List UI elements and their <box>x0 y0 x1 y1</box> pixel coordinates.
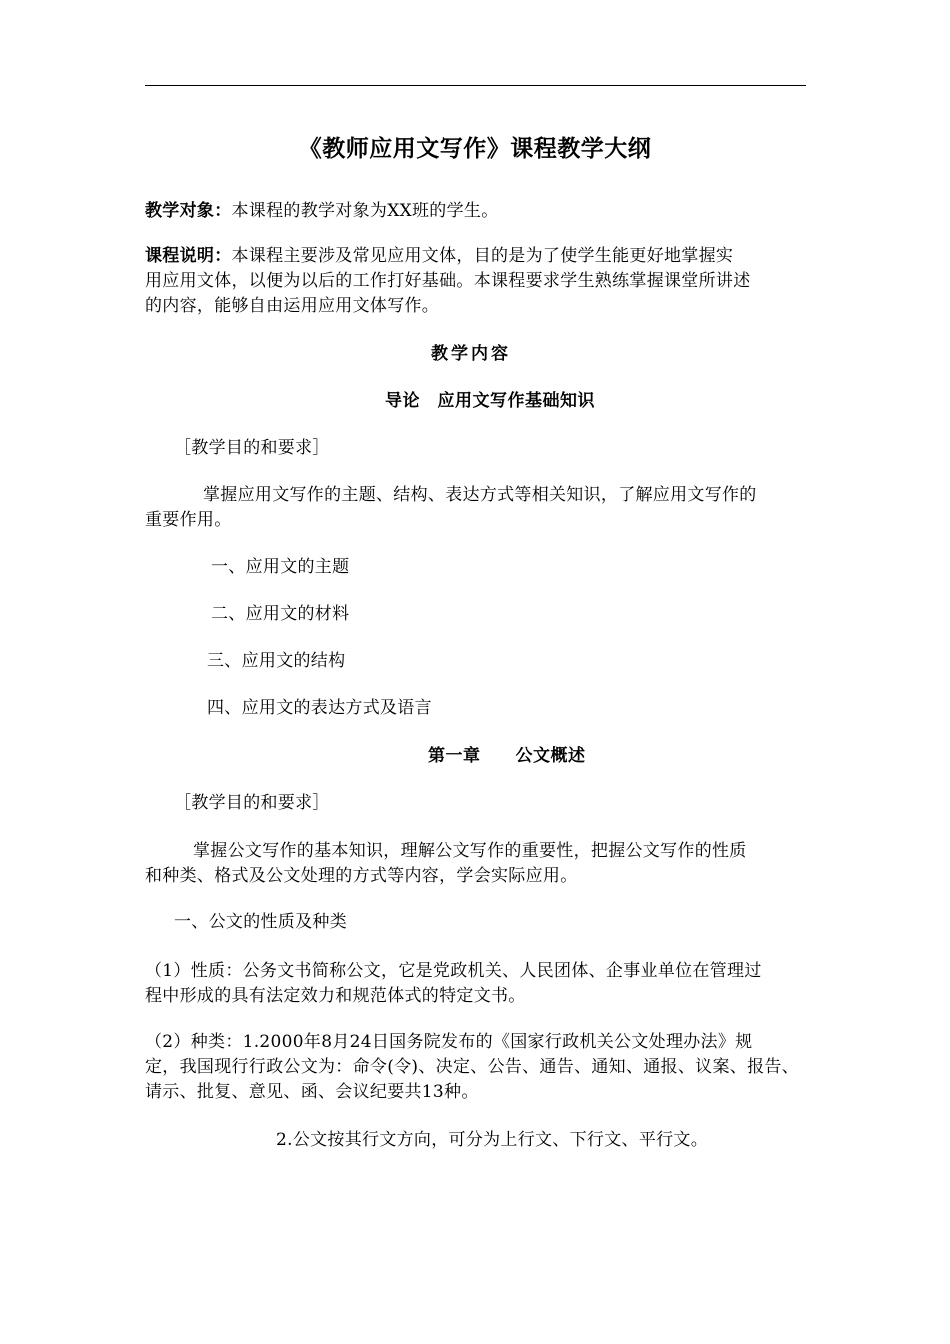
types-line-3: 请示、批复、意见、函、会议纪要共13种。 <box>145 1082 479 1102</box>
intro-item-3: 三、应用文的结构 <box>207 651 346 671</box>
chapter1-aims-line-1: 掌握公文写作的基本知识，理解公文写作的重要性，把握公文写作的性质 <box>193 841 747 861</box>
intro-aims-line-1: 掌握应用文写作的主题、结构、表达方式等相关知识，了解应用文写作的 <box>203 485 757 505</box>
chapter1-aims-line-2: 和种类、格式及公文处理的方式等内容，学会实际应用。 <box>145 866 578 886</box>
nature-line-2: 程中形成的具有法定效力和规范体式的特定文书。 <box>145 986 526 1006</box>
intro-aims-label: ［教学目的和要求］ <box>174 438 330 458</box>
intro-aims-line-2: 重要作用。 <box>145 510 232 530</box>
chapter1-section-1: 一、公文的性质及种类 <box>174 912 347 932</box>
document-title: 《教师应用文写作》课程教学大纲 <box>298 135 652 162</box>
intro-item-4: 四、应用文的表达方式及语言 <box>207 698 432 718</box>
content-heading: 教学内容 <box>431 344 511 364</box>
target-paragraph <box>145 200 499 222</box>
description-text-1: 本课程主要涉及常见应用文体，目的是为了使学生能更好地掌握实 <box>231 246 734 266</box>
target-text: 本课程的教学对象为XX班的学生。 <box>231 201 499 221</box>
types-line-1: （2）种类：1.2000年8月24日国务院发布的《国家行政机关公文处理办法》规 <box>145 1032 753 1052</box>
types-item-2: 2.公文按其行文方向，可分为上行文、下行文、平行文。 <box>276 1130 709 1150</box>
description-label: 课程说明： <box>145 246 232 266</box>
description-line-3: 的内容，能够自由运用应用文体写作。 <box>145 296 440 316</box>
nature-line-1: （1）性质：公务文书简称公文，它是党政机关、人民团体、企事业单位在管理过 <box>145 961 762 981</box>
header-rule <box>145 85 806 86</box>
chapter1-heading: 第一章 公文概述 <box>428 746 586 766</box>
description-line-2: 用应用文体，以便为以后的工作打好基础。本课程要求学生熟练掌握课堂所讲述 <box>145 271 751 291</box>
types-line-2: 定，我国现行行政公文为：命令(令)、决定、公告、通告、通知、通报、议案、报告、 <box>145 1057 799 1077</box>
description-line-1 <box>145 245 733 267</box>
target-label: 教学对象： <box>145 201 232 221</box>
intro-item-2: 二、应用文的材料 <box>211 604 350 624</box>
intro-item-1: 一、应用文的主题 <box>211 557 350 577</box>
chapter1-aims-label: ［教学目的和要求］ <box>174 793 330 813</box>
intro-heading: 导论 应用文写作基础知识 <box>385 391 595 411</box>
